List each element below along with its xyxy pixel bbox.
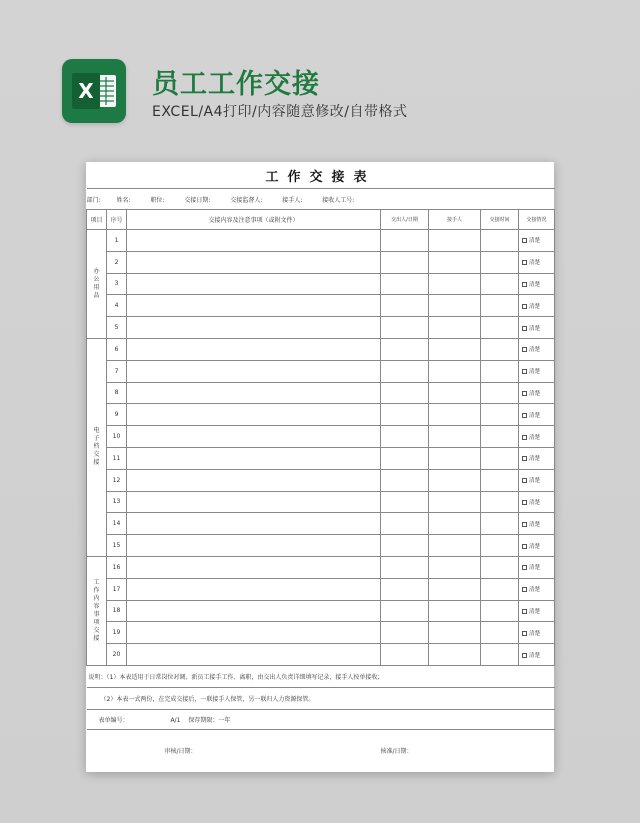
checkbox-icon[interactable] xyxy=(522,500,527,505)
status-checkbox[interactable] xyxy=(519,578,555,600)
table-row xyxy=(87,230,555,252)
check-label: 清楚 xyxy=(529,281,541,288)
approve-sign[interactable] xyxy=(381,729,555,772)
col-time: 交接时间 xyxy=(481,210,519,230)
check-label: 清楚 xyxy=(529,434,541,441)
handover-cell[interactable] xyxy=(381,230,429,252)
content-cell[interactable] xyxy=(127,360,381,382)
status-checkbox[interactable] xyxy=(519,273,555,295)
handover-cell[interactable] xyxy=(381,382,429,404)
checkbox-icon[interactable] xyxy=(522,631,527,636)
check-label: 清楚 xyxy=(529,608,541,615)
content-cell[interactable] xyxy=(127,469,381,491)
note-1: 说明：（1）本表适用于日常岗位对调、新员工接手工作、离职，由交出人负责详细填写记录，接手人按单接收； xyxy=(87,665,555,687)
table-row xyxy=(87,404,555,426)
check-label: 清楚 xyxy=(529,369,541,376)
content-cell[interactable] xyxy=(127,317,381,339)
handover-cell[interactable] xyxy=(381,578,429,600)
check-label: 清楚 xyxy=(529,630,541,637)
time-cell[interactable] xyxy=(481,578,519,600)
receiver-cell[interactable] xyxy=(429,404,481,426)
table-row xyxy=(87,317,555,339)
status-checkbox[interactable] xyxy=(519,338,555,360)
time-cell[interactable] xyxy=(481,556,519,578)
row-number: 11 xyxy=(107,447,127,469)
status-checkbox[interactable] xyxy=(519,491,555,513)
time-cell[interactable] xyxy=(481,447,519,469)
time-cell[interactable] xyxy=(481,404,519,426)
review-sign[interactable] xyxy=(87,729,381,772)
status-checkbox[interactable] xyxy=(519,469,555,491)
row-number: 2 xyxy=(107,251,127,273)
receiver-cell[interactable] xyxy=(429,513,481,535)
row-number: 6 xyxy=(107,338,127,360)
check-label: 清楚 xyxy=(529,390,541,397)
content-cell[interactable] xyxy=(127,404,381,426)
checkbox-icon[interactable] xyxy=(522,456,527,461)
check-label: 清楚 xyxy=(529,347,541,354)
group-label: 工作内容事项交接 xyxy=(87,556,107,665)
time-cell[interactable] xyxy=(481,644,519,666)
content-cell[interactable] xyxy=(127,535,381,557)
time-cell[interactable] xyxy=(481,426,519,448)
checkbox-icon[interactable] xyxy=(522,304,527,309)
table-row xyxy=(87,273,555,295)
row-number: 17 xyxy=(107,578,127,600)
content-cell[interactable] xyxy=(127,338,381,360)
row-number: 13 xyxy=(107,491,127,513)
check-label: 清楚 xyxy=(529,456,541,463)
table-row xyxy=(87,644,555,666)
status-checkbox[interactable] xyxy=(519,382,555,404)
row-number: 19 xyxy=(107,622,127,644)
col-seq: 序号 xyxy=(107,210,127,230)
row-number: 9 xyxy=(107,404,127,426)
time-cell[interactable] xyxy=(481,535,519,557)
handover-cell[interactable] xyxy=(381,317,429,339)
col-content: 交接内容及注意事项（或附文件） xyxy=(127,210,381,230)
status-checkbox[interactable] xyxy=(519,447,555,469)
keep-period: 保存期限：一年 xyxy=(188,716,231,724)
content-cell[interactable] xyxy=(127,230,381,252)
checkbox-icon[interactable] xyxy=(522,347,527,352)
table-body xyxy=(87,230,555,666)
handover-cell[interactable] xyxy=(381,426,429,448)
time-cell[interactable] xyxy=(481,600,519,622)
excel-logo xyxy=(62,59,126,123)
check-label: 清楚 xyxy=(529,652,541,659)
row-number: 4 xyxy=(107,295,127,317)
status-checkbox[interactable] xyxy=(519,426,555,448)
status-checkbox[interactable] xyxy=(519,404,555,426)
receiver-cell[interactable] xyxy=(429,273,481,295)
field-dept[interactable]: 部门: xyxy=(86,196,101,204)
table-row xyxy=(87,295,555,317)
handover-table xyxy=(86,162,555,772)
receiver-cell[interactable] xyxy=(429,491,481,513)
field-name[interactable]: 姓名: xyxy=(116,196,131,204)
status-checkbox[interactable] xyxy=(519,556,555,578)
table-row xyxy=(87,622,555,644)
row-number: 7 xyxy=(107,360,127,382)
table-row xyxy=(87,491,555,513)
status-checkbox[interactable] xyxy=(519,295,555,317)
handover-cell[interactable] xyxy=(381,273,429,295)
content-cell[interactable] xyxy=(127,295,381,317)
handover-cell[interactable] xyxy=(381,535,429,557)
table-row xyxy=(87,360,555,382)
time-cell[interactable] xyxy=(481,317,519,339)
row-number: 14 xyxy=(107,513,127,535)
note-2: （2）本表一式两份，在完成交接后，一联接手人保管，另一联归人力资源保管。 xyxy=(87,687,555,709)
table-row xyxy=(87,556,555,578)
content-cell[interactable] xyxy=(127,491,381,513)
content-cell[interactable] xyxy=(127,426,381,448)
handover-cell[interactable] xyxy=(381,338,429,360)
checkbox-icon[interactable] xyxy=(522,587,527,592)
check-label: 清楚 xyxy=(529,238,541,245)
field-position[interactable]: 职位: xyxy=(150,196,165,204)
time-cell[interactable] xyxy=(481,338,519,360)
status-checkbox[interactable] xyxy=(519,513,555,535)
status-checkbox[interactable] xyxy=(519,360,555,382)
checkbox-icon[interactable] xyxy=(522,653,527,658)
table-row xyxy=(87,251,555,273)
check-label: 清楚 xyxy=(529,260,541,267)
time-cell[interactable] xyxy=(481,469,519,491)
row-number: 8 xyxy=(107,382,127,404)
svg-text:X: X xyxy=(78,79,94,103)
receiver-cell[interactable] xyxy=(429,251,481,273)
checkbox-icon[interactable] xyxy=(522,282,527,287)
table-row xyxy=(87,600,555,622)
handover-cell[interactable] xyxy=(381,513,429,535)
status-checkbox[interactable] xyxy=(519,622,555,644)
check-label: 清楚 xyxy=(529,412,541,419)
col-receiver: 接手人 xyxy=(429,210,481,230)
field-supervisor[interactable]: 交接监督人: xyxy=(230,196,263,204)
time-cell[interactable] xyxy=(481,273,519,295)
checkbox-icon[interactable] xyxy=(522,369,527,374)
time-cell[interactable] xyxy=(481,513,519,535)
handover-cell[interactable] xyxy=(381,556,429,578)
field-receiver[interactable]: 接手人: xyxy=(282,196,303,204)
content-cell[interactable] xyxy=(127,251,381,273)
status-checkbox[interactable] xyxy=(519,644,555,666)
check-label: 清楚 xyxy=(529,478,541,485)
page-subtitle: EXCEL/A4打印/内容随意修改/自带格式 xyxy=(152,104,408,120)
row-number: 15 xyxy=(107,535,127,557)
row-number: 3 xyxy=(107,273,127,295)
row-number: 10 xyxy=(107,426,127,448)
meta-line xyxy=(87,709,555,729)
time-cell[interactable] xyxy=(481,295,519,317)
approve-label: 核准/日期： xyxy=(380,748,413,756)
row-number: 20 xyxy=(107,644,127,666)
time-cell[interactable] xyxy=(481,491,519,513)
receiver-cell[interactable] xyxy=(429,295,481,317)
table-row xyxy=(87,447,555,469)
row-number: 16 xyxy=(107,556,127,578)
receiver-cell[interactable] xyxy=(429,360,481,382)
row-number: 12 xyxy=(107,469,127,491)
content-cell[interactable] xyxy=(127,382,381,404)
group-label: 电子档交接 xyxy=(87,338,107,556)
time-cell[interactable] xyxy=(481,360,519,382)
content-cell[interactable] xyxy=(127,578,381,600)
check-label: 清楚 xyxy=(529,543,541,550)
check-label: 清楚 xyxy=(529,565,541,572)
checkbox-icon[interactable] xyxy=(522,326,527,331)
table-row xyxy=(87,513,555,535)
receiver-cell[interactable] xyxy=(429,317,481,339)
status-checkbox[interactable] xyxy=(519,600,555,622)
handover-cell[interactable] xyxy=(381,491,429,513)
handover-cell[interactable] xyxy=(381,644,429,666)
table-row xyxy=(87,535,555,557)
sheet-title: 工作交接表 xyxy=(87,162,555,189)
content-cell[interactable] xyxy=(127,556,381,578)
content-cell[interactable] xyxy=(127,273,381,295)
checkbox-icon[interactable] xyxy=(522,544,527,549)
col-project: 项目 xyxy=(87,210,107,230)
content-cell[interactable] xyxy=(127,513,381,535)
handover-cell[interactable] xyxy=(381,360,429,382)
receiver-cell[interactable] xyxy=(429,230,481,252)
info-fields xyxy=(87,189,555,210)
receiver-cell[interactable] xyxy=(429,622,481,644)
handover-cell[interactable] xyxy=(381,404,429,426)
status-checkbox[interactable] xyxy=(519,251,555,273)
checkbox-icon[interactable] xyxy=(522,413,527,418)
time-cell[interactable] xyxy=(481,382,519,404)
receiver-cell[interactable] xyxy=(429,469,481,491)
check-label: 清楚 xyxy=(529,499,541,506)
handover-sheet xyxy=(86,162,554,772)
status-checkbox[interactable] xyxy=(519,230,555,252)
checkbox-icon[interactable] xyxy=(522,260,527,265)
content-cell[interactable] xyxy=(127,644,381,666)
time-cell[interactable] xyxy=(481,230,519,252)
receiver-cell[interactable] xyxy=(429,426,481,448)
check-label: 清楚 xyxy=(529,521,541,528)
review-label: 审核/日期： xyxy=(164,748,197,756)
check-label: 清楚 xyxy=(529,303,541,310)
table-row xyxy=(87,338,555,360)
receiver-cell[interactable] xyxy=(429,644,481,666)
receiver-cell[interactable] xyxy=(429,556,481,578)
receiver-cell[interactable] xyxy=(429,338,481,360)
receiver-cell[interactable] xyxy=(429,600,481,622)
status-checkbox[interactable] xyxy=(519,317,555,339)
checkbox-icon[interactable] xyxy=(522,565,527,570)
form-number: 表单编号： xyxy=(98,716,129,724)
field-receiver-id[interactable]: 接收人工号: xyxy=(322,196,355,204)
col-handover: 交出人/日期 xyxy=(381,210,429,230)
group-label: 办公用品 xyxy=(87,230,107,339)
handover-cell[interactable] xyxy=(381,251,429,273)
receiver-cell[interactable] xyxy=(429,447,481,469)
receiver-cell[interactable] xyxy=(429,578,481,600)
col-status: 交接情况 xyxy=(519,210,555,230)
handover-cell[interactable] xyxy=(381,469,429,491)
check-label: 清楚 xyxy=(529,325,541,332)
table-row xyxy=(87,426,555,448)
checkbox-icon[interactable] xyxy=(522,435,527,440)
checkbox-icon[interactable] xyxy=(522,478,527,483)
check-label: 清楚 xyxy=(529,587,541,594)
receiver-cell[interactable] xyxy=(429,382,481,404)
handover-cell[interactable] xyxy=(381,447,429,469)
row-number: 1 xyxy=(107,230,127,252)
handover-cell[interactable] xyxy=(381,295,429,317)
status-checkbox[interactable] xyxy=(519,535,555,557)
handover-cell[interactable] xyxy=(381,600,429,622)
table-row xyxy=(87,382,555,404)
checkbox-icon[interactable] xyxy=(522,391,527,396)
table-row xyxy=(87,578,555,600)
page-title: 员工工作交接 xyxy=(152,69,320,100)
handover-cell[interactable] xyxy=(381,622,429,644)
checkbox-icon[interactable] xyxy=(522,522,527,527)
field-handover-date[interactable]: 交接日期: xyxy=(184,196,211,204)
form-size: A/1 xyxy=(170,716,181,724)
time-cell[interactable] xyxy=(481,622,519,644)
excel-icon xyxy=(62,59,126,123)
time-cell[interactable] xyxy=(481,251,519,273)
checkbox-icon[interactable] xyxy=(522,238,527,243)
table-row xyxy=(87,469,555,491)
content-cell[interactable] xyxy=(127,600,381,622)
content-cell[interactable] xyxy=(127,447,381,469)
table-header xyxy=(87,210,555,230)
checkbox-icon[interactable] xyxy=(522,609,527,614)
content-cell[interactable] xyxy=(127,622,381,644)
row-number: 5 xyxy=(107,317,127,339)
receiver-cell[interactable] xyxy=(429,535,481,557)
row-number: 18 xyxy=(107,600,127,622)
